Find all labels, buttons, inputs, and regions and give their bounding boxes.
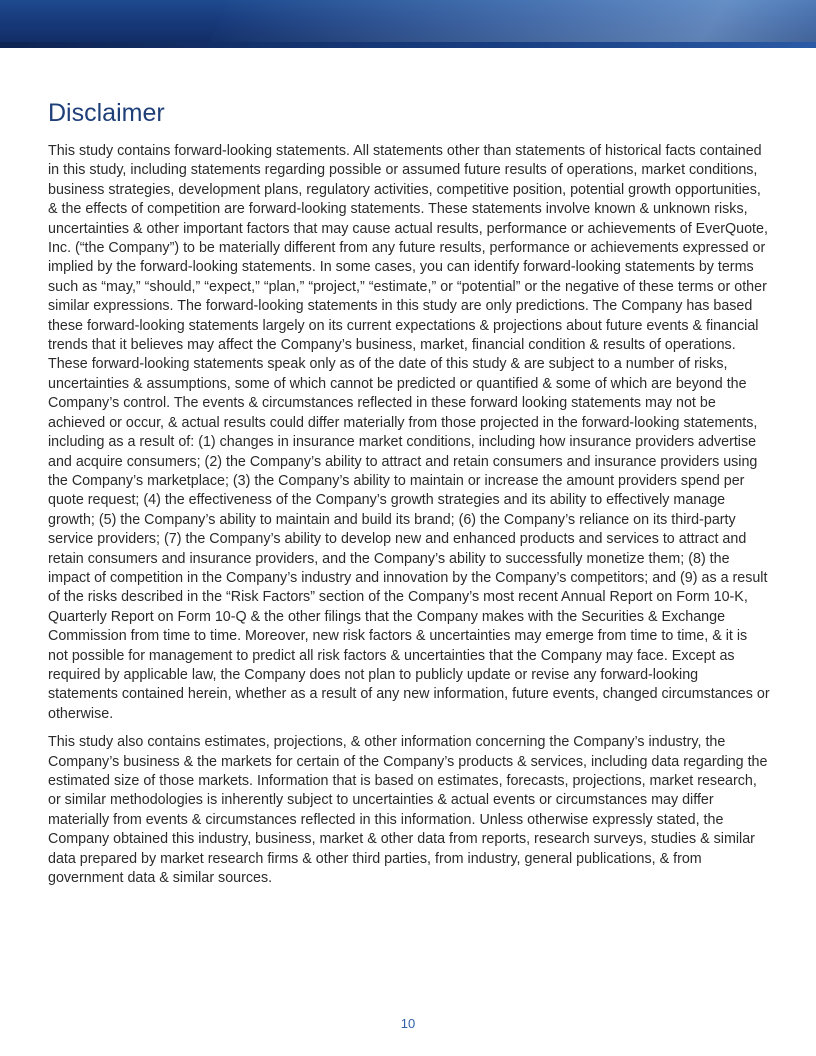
disclaimer-body — [48, 142, 770, 897]
page-title: Disclaimer — [48, 99, 165, 127]
page-number: 10 — [400, 1016, 416, 1031]
header-band — [0, 0, 816, 48]
disclaimer-paragraph-2: This study also contains estimates, projections, & other information concerning the Company’s industry, the Company’s business & the markets for certain of the Company’s products & services, including data regarding the estimated size of those markets. Information that is based on estimates, forecasts, projections, market research, or similar methodologies is inherently subject to uncertainties & actual events or circumstances may differ materially from events & circumstances reflected in this information. Unless otherwise expressly stated, the Company obtained this industry, business, market & other data from reports, research surveys, studies & similar data prepared by market research firms & other third parties, from industry, general publications, & from government data & similar sources. — [48, 734, 768, 887]
disclaimer-paragraph-1: This study contains forward-looking statements. All statements other than statements of historical facts contained in this study, including statements regarding possible or assumed future results of operations, market conditions, business strategies, development plans, regulatory activities, competitive position, potential growth opportunities, & the effects of competition are forward-looking statements. These statements involve known & unknown risks, uncertainties & other important factors that may cause actual results, performance or achievements of EverQuote, Inc. (“the Company”) to be materially different from any future results, performance or achievements expressed or implied by the forward-looking statements. In some cases, you can identify forward-looking statements by terms such as “may,” “should,” “expect,” “plan,” “project,” “estimate,” or “potential” or the negative of these terms or other similar expressions. The forward-looking statements in this study are only predictions. The Company has based these forward-looking statements largely on its current expectations & projections about future events & financial trends that it believes may affect the Company’s business, market, financial condition & results of operations. These forward-looking statements speak only as of the date of this study & are subject to a number of risks, uncertainties & assumptions, some of which cannot be predicted or quantified & some of which are beyond the Company’s control. The events & circumstances reflected in these forward looking statements may not be achieved or occur, & actual results could differ materially from those projected in the forward-looking statements, including as a result of: (1) changes in insurance market conditions, including how insurance providers advertise and acquire consumers; (2) the Company’s ability to attract and retain consumers and insurance providers using the Company’s marketplace; (3) the Company’s ability to maintain or increase the amount providers spend per quote request; (4) the effectiveness of the Company’s growth strategies and its ability to effectively manage growth; (5) the Company’s ability to maintain and build its brand; (6) the Company’s reliance on its third-party service providers; (7) the Company’s ability to develop new and enhanced products and services to attract and retain consumers and insurance providers, and the Company’s ability to successfully monetize them; (8) the impact of competition in the Company’s industry and innovation by the Company’s competitors; and (9) as a result of the risks described in the “Risk Factors” section of the Company’s most recent Annual Report on Form 10-K, Quarterly Report on Form 10-Q & the other filings that the Company makes with the Securities & Exchange Commission from time to time. Moreover, new risk factors & uncertainties may emerge from time to time, & it is not possible for management to predict all risk factors & uncertainties that the Company may face. Except as required by applicable law, the Company does not plan to publicly update or revise any forward-looking statements contained herein, whether as a result of any new information, future events, changed circumstances or otherwise. — [48, 143, 770, 722]
